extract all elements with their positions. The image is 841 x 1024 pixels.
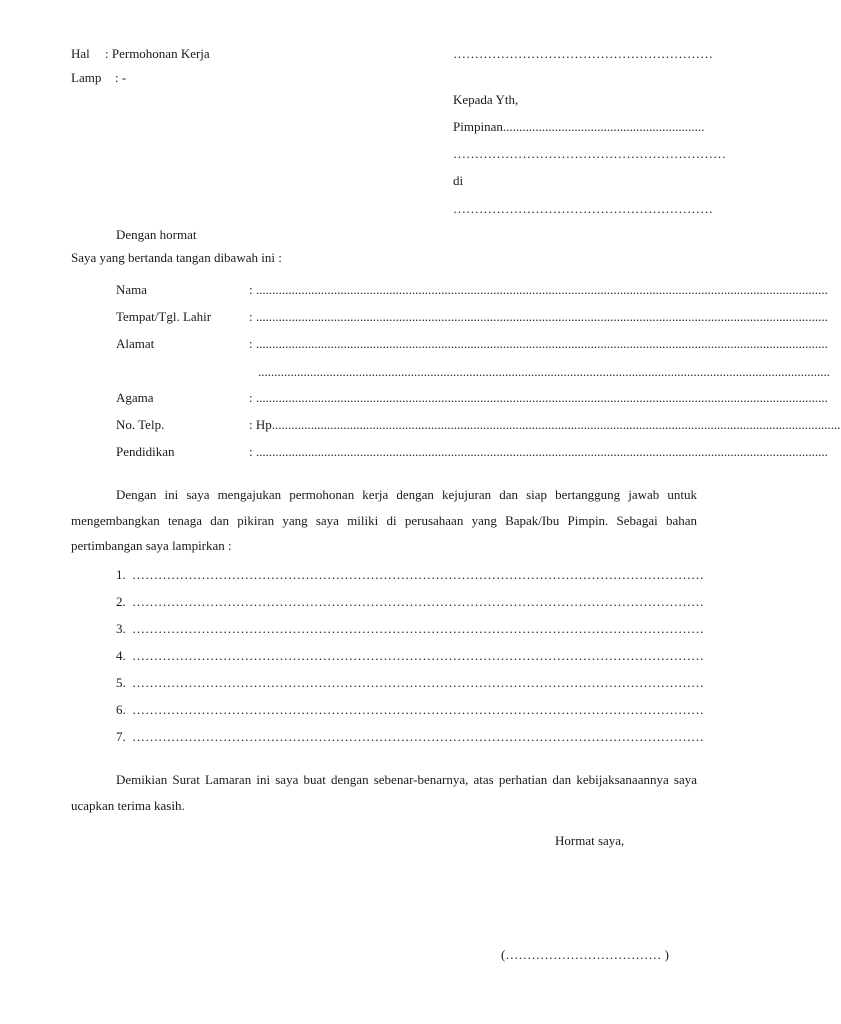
field-label-tempat-tgl-lahir: Tempat/Tgl. Lahir bbox=[116, 309, 212, 324]
attachment-number-2: 2. bbox=[116, 594, 126, 609]
lamp-value: : - bbox=[115, 70, 127, 85]
field-value-alamat: : ................................................................................................................................................................................ bbox=[249, 336, 828, 351]
attachment-dots-1: …………………………………………………………………………………………………………………… bbox=[132, 567, 704, 582]
attachment-dots-5: …………………………………………………………………………………………………………………… bbox=[132, 675, 704, 690]
field-value-tempat-tgl-lahir: : ................................................................................................................................................................................ bbox=[249, 309, 828, 324]
attachment-dots-2: …………………………………………………………………………………………………………………… bbox=[132, 594, 704, 609]
hal-value: : Permohonan Kerja bbox=[105, 46, 210, 61]
pimpinan-dots: .............................................................. bbox=[502, 119, 705, 134]
field-value-no-telp: : Hp............................................................................................................................................................................... bbox=[249, 417, 841, 432]
field-value-agama: : ................................................................................................................................................................................ bbox=[249, 390, 828, 405]
recipient-di: di bbox=[453, 173, 464, 188]
attachment-dots-3: …………………………………………………………………………………………………………………… bbox=[132, 621, 704, 636]
body-paragraph-2-text: Demikian Surat Lamaran ini saya buat dengan sebenar-benarnya, atas perhatian dan kebijaksanaannya saya ucapkan terima kasih. bbox=[71, 772, 697, 813]
attachment-dots-7: …………………………………………………………………………………………………………………… bbox=[132, 729, 704, 744]
attachment-number-7: 7. bbox=[116, 729, 126, 744]
signature-line: (……………………………… ) bbox=[501, 947, 669, 962]
recipient-line-2: ……………………………………………………… bbox=[453, 146, 726, 161]
attachment-number-5: 5. bbox=[116, 675, 126, 690]
hal-label: Hal bbox=[71, 46, 90, 61]
recipient-greeting: Kepada Yth, bbox=[453, 92, 519, 107]
lamp-label: Lamp bbox=[71, 70, 102, 85]
attachment-dots-4: …………………………………………………………………………………………………………………… bbox=[132, 648, 704, 663]
salutation: Dengan hormat bbox=[116, 227, 197, 242]
recipient-line-3: …………………………………………………… bbox=[453, 201, 713, 216]
attachment-dots-6: …………………………………………………………………………………………………………………… bbox=[132, 702, 704, 717]
pimpinan-label: Pimpinan bbox=[453, 119, 503, 134]
field-label-nama: Nama bbox=[116, 282, 148, 297]
attachment-number-1: 1. bbox=[116, 567, 126, 582]
attachment-number-6: 6. bbox=[116, 702, 126, 717]
field-label-pendidikan: Pendidikan bbox=[116, 444, 175, 459]
body-paragraph-1 bbox=[71, 482, 697, 559]
body-paragraph-2 bbox=[71, 767, 697, 818]
intro-line: Saya yang bertanda tangan dibawah ini : bbox=[71, 250, 282, 265]
field-value-nama: : ................................................................................................................................................................................ bbox=[249, 282, 828, 297]
field-value-pendidikan: : ................................................................................................................................................................................ bbox=[249, 444, 828, 459]
attachment-number-3: 3. bbox=[116, 621, 126, 636]
date-line: …………………………………………………… bbox=[453, 46, 713, 61]
field-value-alamat-continued: ................................................................................................................................................................................ bbox=[258, 364, 830, 379]
field-label-no-telp: No. Telp. bbox=[116, 417, 165, 432]
attachment-number-4: 4. bbox=[116, 648, 126, 663]
body-paragraph-1-text: Dengan ini saya mengajukan permohonan kerja dengan kejujuran dan siap bertanggung jawab untuk mengembangkan tenaga dan pikiran yang saya miliki di perusahaan yang Bapak/Ibu Pimpin. Sebagai bahan pertimbangan saya lampirkan : bbox=[71, 487, 697, 553]
recipient-pimpinan-line bbox=[453, 119, 705, 135]
field-label-agama: Agama bbox=[116, 390, 154, 405]
closing-regards: Hormat saya, bbox=[555, 833, 625, 848]
field-label-alamat: Alamat bbox=[116, 336, 155, 351]
